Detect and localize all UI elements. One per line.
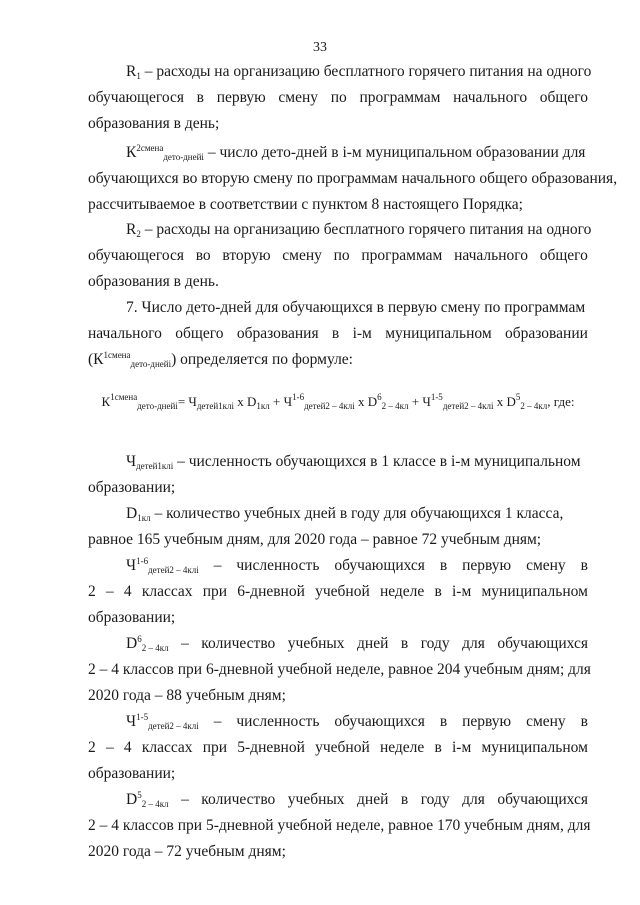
d5-line-2: 2 – 4 классов при 5-дневной учебной неделе, равное 170 учебным дням, для xyxy=(88,817,591,834)
d5-line-1: $D^5_{2 - 4кл}$ – количество учебных дней в году для обучающихся xyxy=(126,790,588,809)
ch16-line-3: образовании; xyxy=(88,609,176,626)
ch1-line-2: образовании; xyxy=(88,479,176,496)
r1-line-3: образования в день; xyxy=(88,115,220,132)
formula: $К^{1смена}_{дето-днейi}= Ч_{детей1клi}$ x $D_{1кл} + Ч^{1-6}_{детей2 - 4клi}$ x $D^6_{2 - 4кл} + Ч^{1-5}_{детей2 - 4клi}$ x $D^5_{2 - 4кл}$, где: xyxy=(101,392,575,411)
r2-line-2: обучающегося во вторую смену по программам начального общего xyxy=(88,247,588,264)
r1-line-2: обучающегося в первую смену по программам начального общего xyxy=(88,89,588,106)
p7-line-2: начального общего образования в i-м муниципальном образовании xyxy=(88,325,588,342)
p7-line-1: 7. Число дето-дней для обучающихся в первую смену по программам xyxy=(126,299,586,316)
d5-line-3: 2020 года – 72 учебным дням; xyxy=(88,843,286,860)
p7-line-3: $(К^{1смена}_{дето-днейi})$ определяется по формуле: xyxy=(88,350,353,369)
ch16-line-2: 2 – 4 классах при 6-дневной учебной неделе в i-м муниципальном xyxy=(88,583,588,600)
page-number: 33 xyxy=(313,40,327,55)
k2-line-1: $К^{2смена}_{дето-днейi}$ – число дето-дней в i-м муниципальном образовании для xyxy=(126,143,586,162)
ch15-line-1: $Ч^{1-5}_{детей2 - 4клi}$ – численность обучающихся в первую смену в xyxy=(126,712,588,731)
ch15-line-2: 2 – 4 классах при 5-дневной учебной неделе в i-м муниципальном xyxy=(88,739,588,756)
d6-line-2: 2 – 4 классов при 6-дневной учебной неделе, равное 204 учебным дням; для xyxy=(88,661,591,678)
ch16-line-1: $Ч^{1-6}_{детей2 - 4клi}$ – численность обучающихся в первую смену в xyxy=(126,556,588,575)
d6-line-3: 2020 года – 88 учебным дням; xyxy=(88,687,286,704)
ch1-line-1: $Ч_{детей1клi}$ – численность обучающихся в 1 классе в i-м муниципальном xyxy=(126,453,581,471)
d1-line-2: равное 165 учебным дням, для 2020 года – равное 72 учебным дням; xyxy=(88,531,542,548)
d1-line-1: $D_{1кл}$ – количество учебных дней в году для обучающихся 1 класса, xyxy=(126,505,564,523)
k2-line-3: рассчитываемое в соответствии с пунктом 8 настоящего Порядка; xyxy=(88,196,523,213)
d6-line-1: $D^6_{2 - 4кл}$ – количество учебных дней в году для обучающихся xyxy=(126,634,588,653)
r2-line-3: образования в день. xyxy=(88,273,219,290)
r2-line-1: $R_2$ – расходы на организацию бесплатного горячего питания на одного xyxy=(126,221,592,239)
ch15-line-3: образовании; xyxy=(88,765,176,782)
k2-line-2: обучающихся во вторую смену по программам начального общего образования, xyxy=(88,170,618,187)
r1-line-1: $R_1$ – расходы на организацию бесплатного горячего питания на одного xyxy=(126,63,592,81)
